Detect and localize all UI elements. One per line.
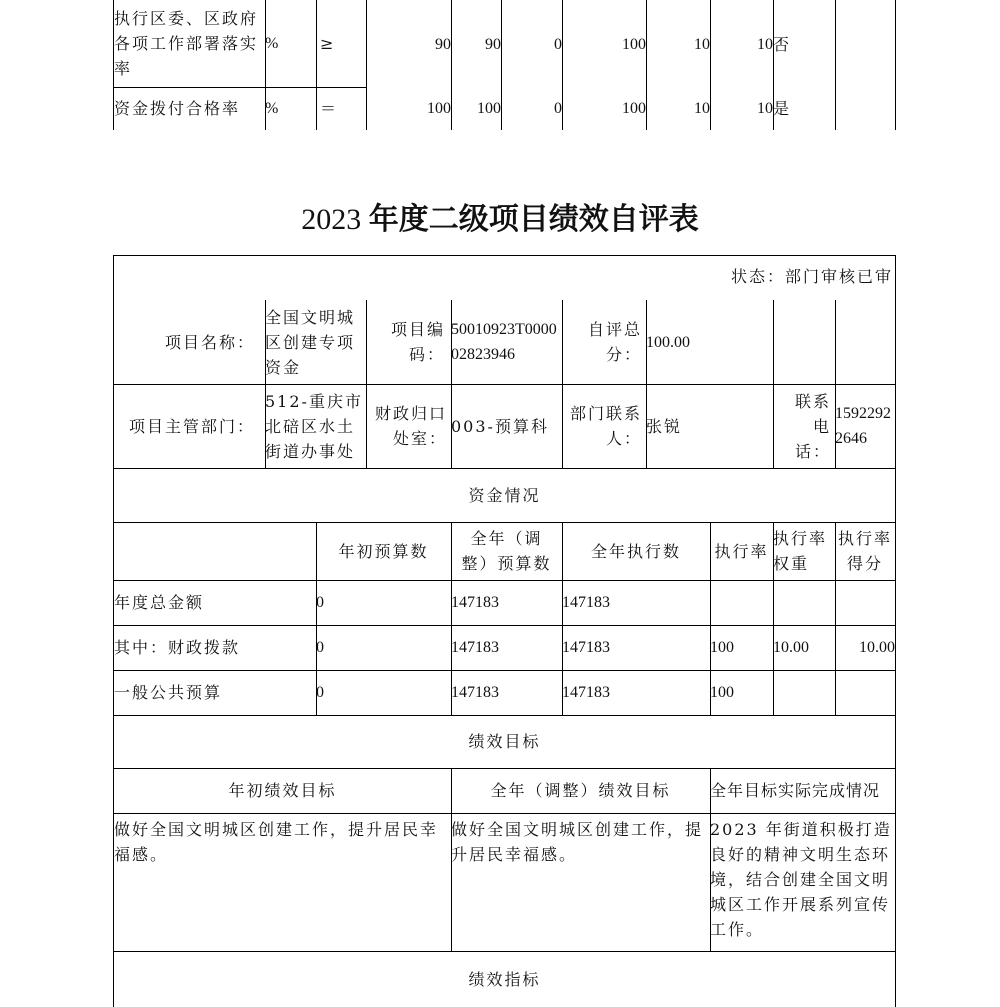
funds-adjusted [451, 670, 563, 716]
funds-executed-text: 147183 [562, 594, 610, 611]
flag-text: 是 [773, 99, 792, 118]
goals-header-adjusted [451, 768, 711, 814]
dept-value [265, 384, 367, 469]
funds-row-label [113, 670, 317, 716]
goals-header-initial [113, 768, 452, 814]
funds-weight [773, 580, 836, 626]
goals-section-title-text: 绩效目标 [468, 732, 541, 751]
funds-initial [316, 580, 452, 626]
weight-text: 10 [694, 100, 710, 117]
indicator-unit [265, 87, 317, 130]
finance-office-value [451, 384, 563, 469]
dept-text: 512-重庆市北碚区水土街道办事处 [265, 391, 363, 461]
funds-weight-text: 10.00 [773, 639, 809, 656]
unit-text: % [265, 100, 279, 117]
indicator-col-a [501, 87, 563, 130]
funds-rate-text: 100 [710, 684, 734, 701]
indicator-operator [316, 87, 367, 130]
self-score-label-text: 自评总分： [587, 320, 642, 364]
goals-header-actual [710, 768, 896, 814]
funds-score [835, 625, 896, 671]
title-year: 2023 [301, 203, 362, 236]
indicator-note [835, 87, 896, 130]
indicator-name [113, 0, 266, 88]
finance-office-label [366, 384, 452, 469]
indicator-unit [265, 0, 317, 88]
indicator-actual [451, 0, 502, 88]
funds-executed [562, 670, 711, 716]
target-text: 100 [427, 100, 451, 117]
phone-text: 15922922646 [835, 405, 891, 447]
indicators-section-title-text: 绩效指标 [468, 969, 541, 989]
operator-text: ＝ [320, 99, 339, 118]
phone-value [835, 384, 896, 469]
project-name-label-text: 项目名称： [164, 332, 255, 352]
empty-cell [773, 300, 836, 385]
contact-label-text: 部门联系人： [569, 404, 642, 448]
finance-office-text: 003-预算科 [451, 416, 549, 436]
funds-row-label [113, 625, 317, 671]
funds-row-label [113, 580, 317, 626]
funds-header-blank [113, 522, 317, 581]
funds-adjusted-text: 147183 [451, 594, 499, 611]
funds-section-title-text: 资金情况 [468, 485, 541, 505]
indicator-name-text: 资金拨付合格率 [114, 99, 241, 118]
funds-header-weight [773, 522, 836, 581]
phone-label-text: 联系电话： [794, 391, 831, 461]
score-text: 10 [757, 100, 773, 117]
funds-weight [773, 670, 836, 716]
funds-score [835, 580, 896, 626]
project-name-text: 全国文明城区创建专项资金 [265, 307, 356, 377]
goals-adjusted-content [451, 813, 711, 952]
actual-text: 100 [477, 100, 501, 117]
funds-score-text: 10.00 [859, 639, 895, 656]
indicator-weight [646, 87, 711, 130]
actual-text: 90 [485, 35, 501, 53]
funds-header-executed [562, 522, 711, 581]
operator-text: ≥ [320, 34, 336, 53]
indicator-flag [773, 0, 836, 88]
unit-text: % [265, 35, 279, 52]
funds-rate [710, 670, 774, 716]
weight-text: 10 [694, 35, 710, 53]
funds-row-label-text: 年度总金额 [114, 593, 205, 612]
col-b-text: 100 [622, 35, 646, 53]
project-code-label [366, 300, 452, 385]
indicator-note [835, 0, 896, 88]
funds-adjusted [451, 580, 563, 626]
funds-adjusted [451, 625, 563, 671]
indicators-section-title [113, 951, 896, 1007]
funds-header-initial [316, 522, 452, 581]
indicator-target [366, 0, 452, 88]
score-text: 10 [757, 35, 773, 53]
project-name-label [113, 300, 266, 385]
indicator-actual [451, 87, 502, 130]
indicator-score [710, 87, 774, 130]
col-a-text: 0 [554, 35, 562, 53]
col-b-text: 100 [622, 100, 646, 117]
goals-adjusted-text: 做好全国文明城区创建工作，提升居民幸福感。 [451, 820, 704, 864]
funds-header-text: 执行率 [714, 541, 769, 561]
funds-header-text: 执行率权重 [773, 529, 828, 573]
goals-header-text: 全年目标实际完成情况 [710, 781, 881, 800]
empty-cell [835, 300, 896, 385]
dept-label [113, 384, 266, 469]
funds-executed-text: 147183 [562, 684, 610, 701]
goals-section-title [113, 715, 896, 769]
indicator-name [113, 87, 266, 130]
target-text: 90 [435, 35, 451, 53]
funds-initial-text: 0 [316, 684, 324, 701]
page-title [0, 196, 1000, 244]
funds-header-text: 全年执行数 [590, 541, 681, 561]
indicator-col-b [562, 87, 647, 130]
funds-executed-text: 147183 [562, 639, 610, 656]
goals-initial-text: 做好全国文明城区创建工作，提升居民幸福感。 [114, 820, 439, 864]
funds-section-title [113, 468, 896, 523]
self-score-text: 100.00 [646, 333, 690, 351]
dept-label-text: 项目主管部门： [128, 416, 255, 436]
status-row [113, 255, 896, 301]
funds-initial-text: 0 [316, 639, 324, 656]
col-a-text: 0 [554, 100, 562, 117]
funds-weight [773, 625, 836, 671]
funds-rate-text: 100 [710, 639, 734, 656]
flag-text: 否 [773, 34, 792, 54]
funds-score [835, 670, 896, 716]
funds-initial [316, 670, 452, 716]
funds-rate [710, 625, 774, 671]
goals-header-text: 全年（调整）绩效目标 [490, 781, 671, 800]
project-code-value [451, 300, 563, 385]
indicator-flag [773, 87, 836, 130]
contact-text: 张锐 [646, 416, 683, 436]
status-badge: 状态：部门审核已审 [730, 267, 893, 286]
funds-header-rate [710, 522, 774, 581]
funds-header-adjusted [451, 522, 563, 581]
funds-header-text: 年初预算数 [338, 541, 429, 561]
finance-office-label-text: 财政归口处室： [374, 404, 447, 448]
contact-value [646, 384, 774, 469]
funds-row-label-text: 其中：财政拨款 [114, 638, 241, 657]
funds-header-text: 执行率得分 [837, 529, 892, 573]
goals-actual-text: 2023 年街道积极打造良好的精神文明生态环境，结合创建全国文明城区工作开展系列宣传工作。 [710, 820, 892, 939]
funds-rate [710, 580, 774, 626]
indicator-weight [646, 0, 711, 88]
self-score-value [646, 300, 774, 385]
funds-executed [562, 625, 711, 671]
indicator-target [366, 87, 452, 130]
funds-initial [316, 625, 452, 671]
phone-label [773, 384, 836, 469]
goals-actual-content [710, 813, 896, 952]
goals-initial-content [113, 813, 452, 952]
funds-row-label-text: 一般公共预算 [114, 683, 223, 702]
self-score-label [562, 300, 647, 385]
contact-label [562, 384, 647, 469]
funds-adjusted-text: 147183 [451, 639, 499, 656]
title-text: 年度二级项目绩效自评表 [361, 203, 699, 236]
project-name-value [265, 300, 367, 385]
project-code-label-text: 项目编码： [390, 320, 445, 364]
funds-executed [562, 580, 711, 626]
funds-header-text: 全年（调整）预算数 [461, 529, 552, 573]
goals-header-text: 年初绩效目标 [228, 781, 337, 800]
indicator-name-text: 执行区委、区政府各项工作部署落实率 [114, 9, 259, 78]
funds-adjusted-text: 147183 [451, 684, 499, 701]
indicator-score [710, 0, 774, 88]
indicator-col-a [501, 0, 563, 88]
indicator-operator [316, 0, 367, 88]
funds-initial-text: 0 [316, 594, 324, 611]
funds-header-score [835, 522, 896, 581]
project-code-text: 50010923T000002823946 [451, 321, 557, 363]
indicator-col-b [562, 0, 647, 88]
